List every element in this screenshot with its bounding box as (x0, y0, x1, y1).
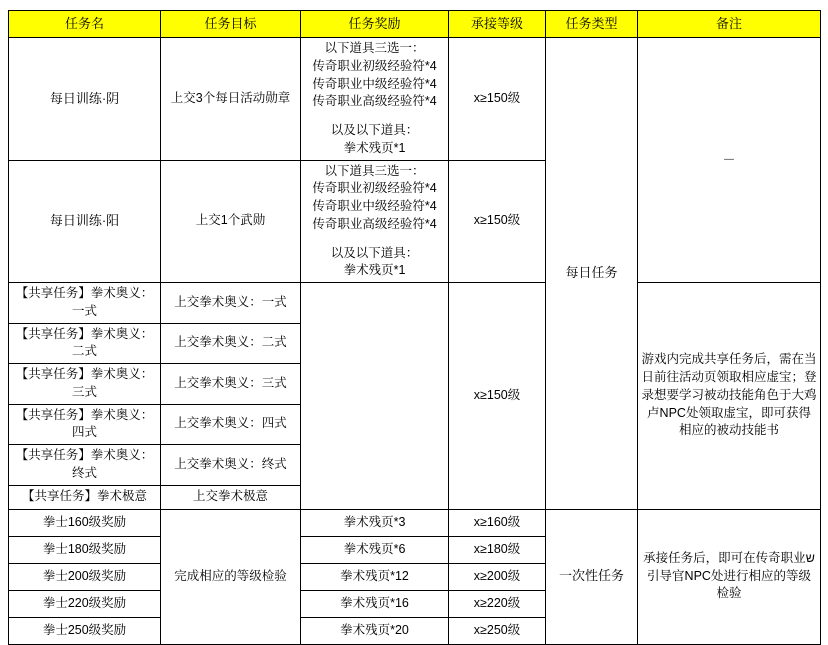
reward-plus-item: 拳术残页*1 (343, 140, 406, 155)
quest-reward: 拳术残页*16 (301, 590, 449, 617)
quest-level: x≥250级 (449, 617, 546, 644)
quest-type-daily: 每日任务 (546, 38, 638, 510)
quest-goal: 上交1个武勋 (161, 160, 301, 283)
quest-name: 【共享任务】拳术奥义：终式 (9, 445, 161, 486)
table-row (9, 38, 821, 161)
reward-spacer (304, 111, 445, 122)
quest-level: x≥160级 (449, 509, 546, 536)
reward-choice-intro: 以下道具三选一： (324, 41, 425, 55)
reward-plus-item: 拳术残页*1 (343, 263, 406, 278)
table-row (9, 509, 821, 536)
reward-spacer (304, 234, 445, 245)
quest-goal: 上交拳术极意 (161, 485, 301, 509)
quest-name: 拳士160级奖励 (9, 509, 161, 536)
table-body (9, 38, 821, 645)
reward-choice-item: 传奇职业中级经验符*4 (312, 76, 437, 91)
quest-name: 每日训练·阴 (9, 38, 161, 161)
quest-name: 拳士250级奖励 (9, 617, 161, 644)
quest-goal: 上交拳术奥义：三式 (161, 364, 301, 405)
quest-level: x≥220级 (449, 590, 546, 617)
quest-name: 【共享任务】拳术极意 (9, 485, 161, 509)
quest-name: 【共享任务】拳术奥义：一式 (9, 283, 161, 324)
reward-choice-intro: 以下道具三选一： (324, 163, 425, 178)
reward-plus-intro: 以及以下道具： (330, 245, 419, 260)
quest-goal: 上交拳术奥义：一式 (161, 283, 301, 324)
reward-choice-item: 传奇职业初级经验符*4 (312, 181, 437, 196)
table-row (9, 283, 821, 324)
reward-choice-item: 传奇职业高级经验符*4 (312, 94, 437, 109)
quest-note-shared: 游戏内完成共享任务后，需在当日前往活动页领取相应虚宝；登录想要学习被动技能角色于大鸡卢NPC处领取虚宝，即可获得相应的被动技能书 (638, 283, 821, 510)
quest-level: x≥150级 (449, 38, 546, 161)
quest-level: x≥150级 (449, 160, 546, 283)
quest-name: 拳士200级奖励 (9, 563, 161, 590)
header-quest-level: 承接等级 (449, 11, 546, 38)
quest-name: 【共享任务】拳术奥义：二式 (9, 323, 161, 364)
reward-choice-item: 传奇职业高级经验符*4 (312, 216, 437, 231)
quest-goal: 上交拳术奥义：二式 (161, 323, 301, 364)
quest-table-sheet (0, 10, 828, 637)
reward-plus-intro: 以及以下道具： (330, 123, 419, 137)
header-quest-name: 任务名 (9, 11, 161, 38)
quest-note-dash: － (638, 38, 821, 283)
reward-choice-item: 传奇职业初级经验符*4 (312, 58, 437, 73)
quest-name: 拳士180级奖励 (9, 536, 161, 563)
quest-note-bonus: 承接任务后，即可在传奇职业ש引导官NPC处进行相应的等级检验 (638, 509, 821, 644)
header-row (9, 11, 821, 38)
quest-name: 每日训练·阳 (9, 160, 161, 283)
quest-reward: 拳术残页*20 (301, 617, 449, 644)
quest-name: 【共享任务】拳术奥义：三式 (9, 364, 161, 405)
quest-table (8, 10, 821, 645)
quest-reward-empty (301, 283, 449, 510)
quest-type-onetime: 一次性任务 (546, 509, 638, 644)
table-header (9, 11, 821, 38)
header-quest-goal: 任务目标 (161, 11, 301, 38)
reward-choice-item: 传奇职业中级经验符*4 (312, 199, 437, 213)
header-quest-note: 备注 (638, 11, 821, 38)
header-quest-reward: 任务奖励 (301, 11, 449, 38)
quest-level: x≥180级 (449, 536, 546, 563)
quest-reward: 拳术残页*3 (301, 509, 449, 536)
quest-reward: 拳术残页*12 (301, 563, 449, 590)
quest-reward (301, 160, 449, 283)
quest-goal: 上交拳术奥义：终式 (161, 445, 301, 486)
quest-goal: 上交3个每日活动勋章 (161, 38, 301, 161)
quest-level-shared: x≥150级 (449, 283, 546, 510)
quest-name: 拳士220级奖励 (9, 590, 161, 617)
header-quest-type: 任务类型 (546, 11, 638, 38)
quest-goal-bonus: 完成相应的等级检验 (161, 509, 301, 644)
quest-reward (301, 38, 449, 161)
quest-reward: 拳术残页*6 (301, 536, 449, 563)
quest-name: 【共享任务】拳术奥义：四式 (9, 404, 161, 445)
quest-level: x≥200级 (449, 563, 546, 590)
quest-goal: 上交拳术奥义：四式 (161, 404, 301, 445)
